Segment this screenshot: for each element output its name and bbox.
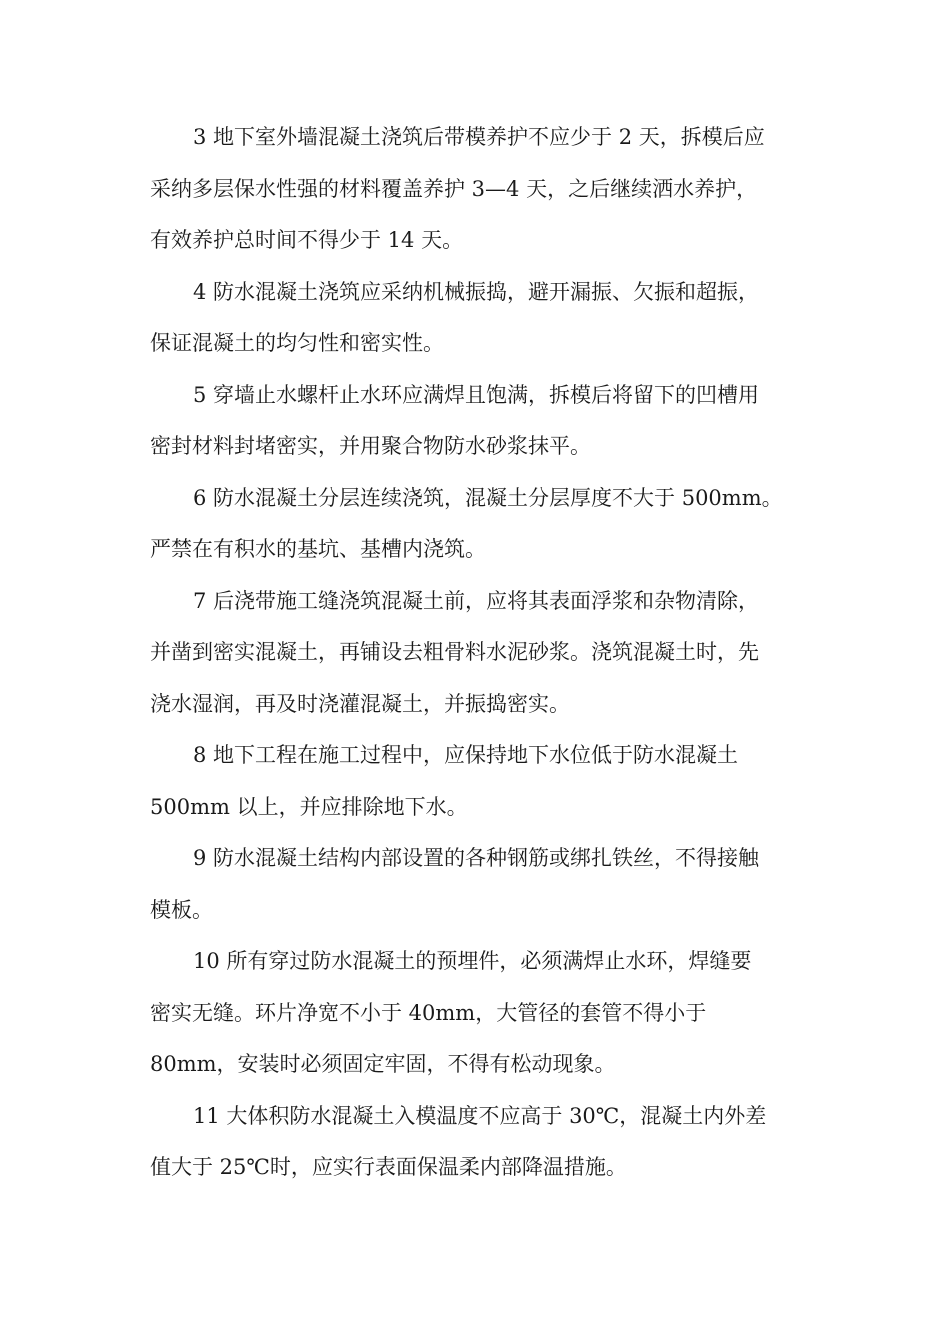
paragraph-4 [150,267,800,370]
text-line: 采纳多层保水性强的材料覆盖养护 3—4 天，之后继续洒水养护， [150,176,758,201]
text-line: 密封材料封堵密实，并用聚合物防水砂浆抹平。 [150,434,591,458]
paragraph-5 [150,370,800,473]
text-line: 浇水湿润，再及时浇灌混凝土，并振捣密实。 [150,691,570,716]
text-line: 11 大体积防水混凝土入模温度不应高于 30℃，混凝土内外差 [193,1103,767,1128]
paragraph-10 [150,936,800,1091]
text-line: 10 所有穿过防水混凝土的预埋件，必须满焊止水环，焊缝要 [193,949,752,973]
paragraph-9 [150,833,800,936]
text-line: 保证混凝土的均匀性和密实性。 [150,331,444,355]
text-line: 严禁在有积水的基坑、基槽内浇筑。 [150,537,486,561]
text-line: 并凿到密实混凝土，再铺设去粗骨料水泥砂浆。浇筑混凝土时，先 [150,640,759,664]
text-line: 7 后浇带施工缝浇筑混凝土前，应将其表面浮浆和杂物清除， [193,588,760,613]
paragraph-7 [150,576,800,731]
document-body [150,112,800,1194]
text-line: 5 穿墙止水螺杆止水环应满焊且饱满，拆模后将留下的凹槽用 [193,382,760,407]
text-line: 8 地下工程在施工过程中，应保持地下水位低于防水混凝土 [193,743,739,767]
text-line: 有效养护总时间不得少于 14 天。 [150,228,464,252]
paragraph-8 [150,730,800,833]
text-line: 模板。 [150,897,213,922]
text-line: 值大于 25℃时，应实行表面保温柔内部降温措施。 [150,1155,627,1179]
text-line: 9 防水混凝土结构内部设置的各种钢筋或绑扎铁丝，不得接触 [193,846,760,870]
paragraph-3 [150,112,800,267]
text-line: 500mm 以上，并应排除地下水。 [150,794,468,819]
text-line: 密实无缝。环片净宽不小于 40mm，大管径的套管不得小于 [150,1000,707,1025]
text-line: 6 防水混凝土分层连续浇筑，混凝土分层厚度不大于 500mm。 [193,485,783,510]
paragraph-6 [150,473,800,576]
text-line: 4 防水混凝土浇筑应采纳机械振捣，避开漏振、欠振和超振， [193,279,760,304]
text-line: 80mm，安装时必须固定牢固，不得有松动现象。 [150,1052,616,1076]
paragraph-11 [150,1091,800,1194]
text-line: 3 地下室外墙混凝土浇筑后带模养护不应少于 2 天，拆模后应 [193,125,765,149]
